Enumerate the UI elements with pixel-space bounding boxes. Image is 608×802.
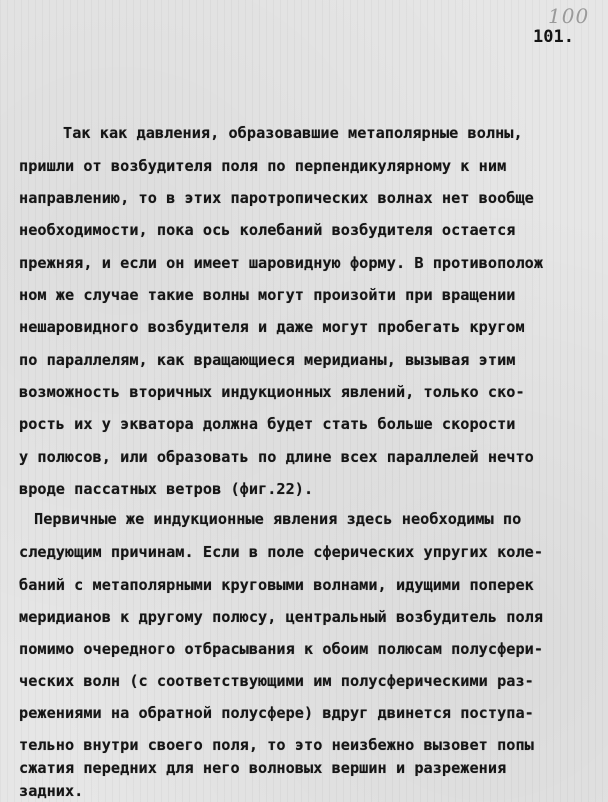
text-line: необходимости, пока ось колебаний возбудителя остается (19, 221, 516, 239)
archive-pencil-number: 100 (548, 4, 590, 28)
text-line: задних. (19, 782, 84, 800)
text-line: возможность вторичных индукционных явлений, только ско- (19, 383, 525, 401)
text-line: режениями на обратной полусфере) вдруг двинется поступа- (19, 704, 534, 722)
text-line: направлению, то в этих паротропических волнах нет вообще (19, 189, 534, 207)
text-line: по параллелям, как вращающиеся меридианы, вызывая этим (19, 351, 516, 369)
text-line: пришли от возбудителя поля по перпендикулярному к ним (19, 157, 507, 175)
text-line: Так как давления, образовавшие метаполярные волны, (63, 124, 523, 142)
text-line: прежняя, и если он имеет шаровидную форму. В противополож (19, 254, 544, 272)
text-line: баний с метаполярными круговыми волнами, идущими поперек (19, 576, 534, 594)
text-line: меридианов к другому полюсу, центральный возбудитель поля (19, 608, 544, 626)
text-line: у полюсов, или образовать по длине всех параллелей нечто (19, 448, 534, 466)
text-line: тельно внутри своего поля, то это неизбежно вызовет попы (19, 736, 534, 754)
text-line: рость их у экватора должна будет стать больше скорости (19, 415, 516, 433)
page-number: 101. (533, 27, 574, 47)
text-line: ческих волн (с соответствующими им полусферическими раз- (19, 672, 534, 690)
text-line: сжатия передних для него волновых вершин и разрежения (19, 759, 507, 777)
text-line: нешаровидного возбудителя и даже могут пробегать кругом (19, 318, 525, 336)
text-line: Первичные же индукционные явления здесь необходимы по (34, 510, 522, 528)
text-line: следующим причинам. Если в поле сферических упругих коле- (19, 543, 544, 561)
text-line: ном же случае такие волны могут произойти при вращении (19, 286, 516, 304)
text-line: вроде пассатных ветров (фиг.22). (19, 480, 314, 498)
text-line: помимо очередного отбрасывания к обоим полюсам полусфери- (19, 640, 544, 658)
